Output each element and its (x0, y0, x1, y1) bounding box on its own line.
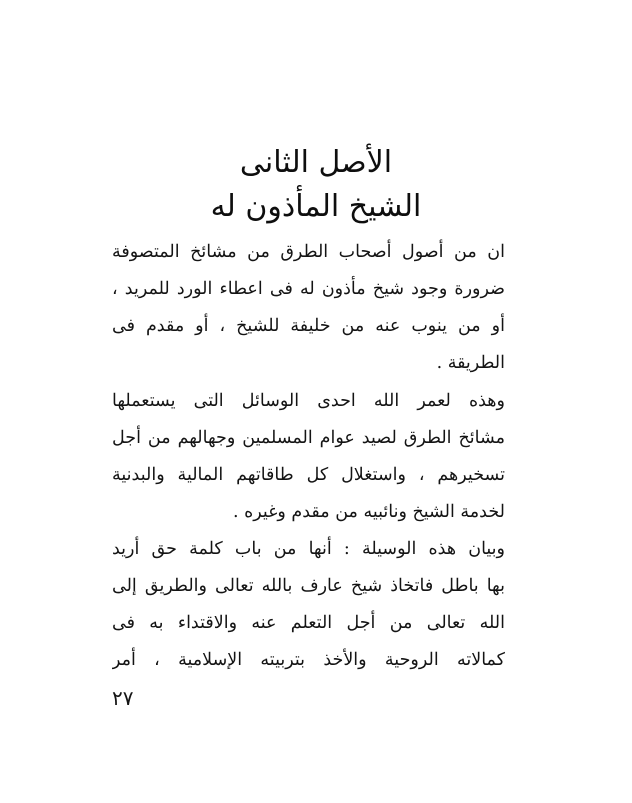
section-subtitle: الشيخ المأذون له (210, 189, 422, 224)
text-line: كمالاته الروحية والأخذ بتربيته الإسلامية ، أمر (112, 650, 505, 670)
paragraph-2 (112, 383, 505, 531)
paragraph-3 (112, 531, 505, 679)
text-line: بها باطل فاتخاذ شيخ عارف بالله تعالى والطريق إلى (112, 576, 505, 596)
text-line: أو من ينوب عنه من خليفة للشيخ ، أو مقدم فى (112, 316, 505, 336)
text-line: مشائخ الطرق لصيد عوام المسلمين وجهالهم من أجل (112, 428, 505, 448)
text-line: وهذه لعمر الله احدى الوسائل التى يستعملها (112, 391, 505, 411)
section-title: الأصل الثانى (239, 145, 393, 180)
text-line: الطريقة . (436, 353, 505, 373)
text-line: تسخيرهم ، واستغلال كل طاقاتهم المالية والبدنية (112, 465, 505, 485)
text-line: لخدمة الشيخ ونائبيه من مقدم وغيره . (232, 502, 505, 522)
text-line: الله تعالى من أجل التعلم عنه والاقتداء به فى (112, 613, 505, 633)
text-line: ضرورة وجود شيخ مأذون له فى اعطاء الورد للمريد ، (112, 279, 505, 299)
page-number: ٢٧ (112, 686, 134, 710)
text-line: وبيان هذه الوسيلة : أنها من باب كلمة حق أريد (112, 539, 505, 559)
text-line: ان من أصول أصحاب الطرق من مشائخ المتصوفة (112, 242, 505, 262)
paragraph-1 (112, 234, 505, 382)
